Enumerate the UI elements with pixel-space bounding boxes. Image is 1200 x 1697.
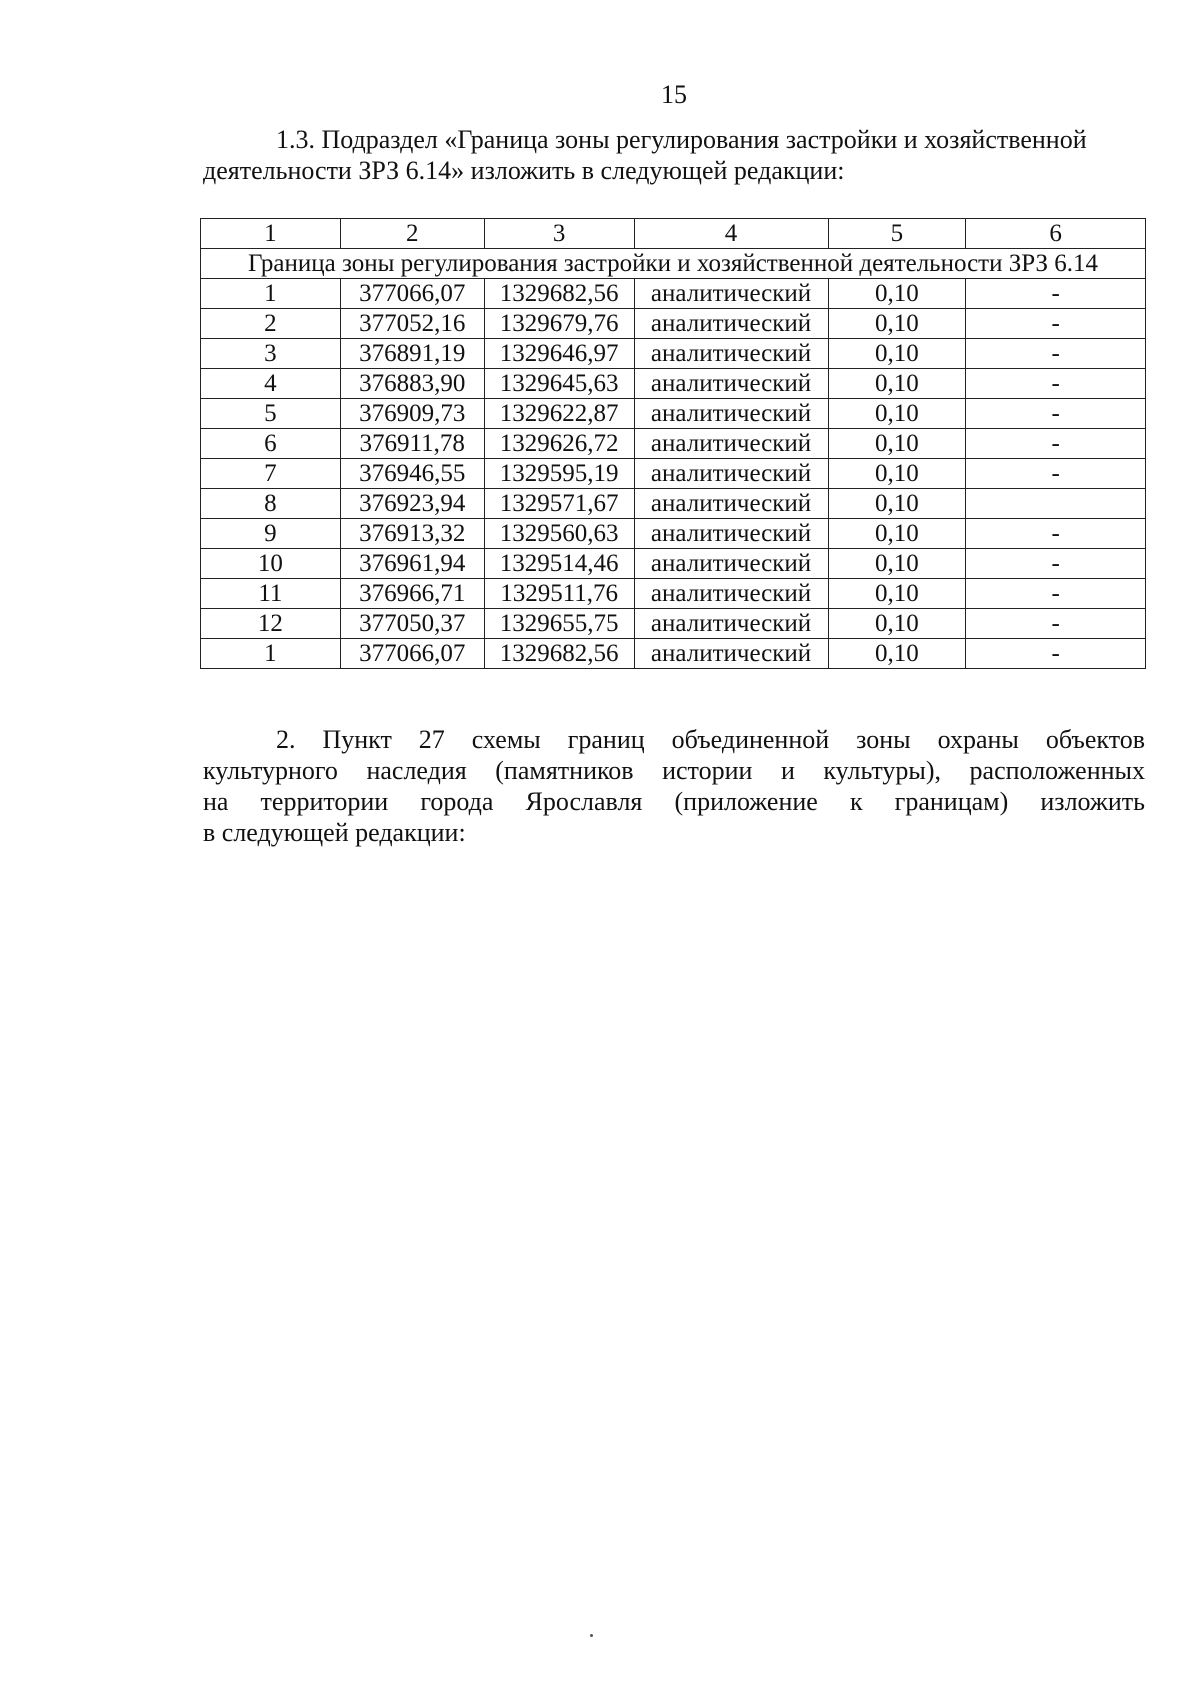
table-cell: - — [966, 339, 1146, 369]
table-cell: аналитический — [634, 639, 828, 669]
table-cell: 0,10 — [828, 459, 966, 489]
table-cell: 376911,78 — [340, 429, 484, 459]
outro-line-3: на территории города Ярославля (приложение к границам) изложить — [203, 787, 1145, 816]
table-row — [201, 399, 1146, 429]
table-cell: 2 — [201, 309, 341, 339]
table-cell: 1329655,75 — [484, 609, 634, 639]
table-cell: аналитический — [634, 279, 828, 309]
table-cell: - — [966, 579, 1146, 609]
table-cell: 8 — [201, 489, 341, 519]
table-cell: - — [966, 369, 1146, 399]
table-cell: 0,10 — [828, 309, 966, 339]
header-cell: 4 — [634, 219, 828, 249]
table-cell: 1329514,46 — [484, 549, 634, 579]
table-cell: 1329595,19 — [484, 459, 634, 489]
outro-paragraph — [203, 724, 1145, 848]
table-cell: - — [966, 639, 1146, 669]
table-row — [201, 579, 1146, 609]
table-cell: 0,10 — [828, 609, 966, 639]
table-cell: 0,10 — [828, 489, 966, 519]
table-row — [201, 309, 1146, 339]
table-cell: аналитический — [634, 549, 828, 579]
table-cell: аналитический — [634, 309, 828, 339]
header-cell: 5 — [828, 219, 966, 249]
table-cell: 0,10 — [828, 369, 966, 399]
table-cell: 376923,94 — [340, 489, 484, 519]
table-cell: 1329682,56 — [484, 279, 634, 309]
table-cell: 0,10 — [828, 339, 966, 369]
header-cell: 1 — [201, 219, 341, 249]
table-cell: 0,10 — [828, 279, 966, 309]
table-header-row — [201, 219, 1146, 249]
table-cell: 11 — [201, 579, 341, 609]
table-cell: 376961,94 — [340, 549, 484, 579]
table-cell: 10 — [201, 549, 341, 579]
table-row — [201, 639, 1146, 669]
table-cell: 377052,16 — [340, 309, 484, 339]
outro-line-4: в следующей редакции: — [203, 818, 466, 847]
table-cell: 377050,37 — [340, 609, 484, 639]
table-cell: 1329682,56 — [484, 639, 634, 669]
table-cell: 1329622,87 — [484, 399, 634, 429]
outro-line-2: культурного наследия (памятников истории и культуры), расположенных — [203, 756, 1145, 785]
table-row — [201, 429, 1146, 459]
table-cell: 376966,71 — [340, 579, 484, 609]
table-cell: 0,10 — [828, 519, 966, 549]
table-cell: аналитический — [634, 609, 828, 639]
table-row — [201, 549, 1146, 579]
table-cell: 1329511,76 — [484, 579, 634, 609]
table-row — [201, 279, 1146, 309]
table-cell: - — [966, 519, 1146, 549]
table-cell: 376913,32 — [340, 519, 484, 549]
header-cell: 6 — [966, 219, 1146, 249]
table-row — [201, 519, 1146, 549]
table-cell: 1329679,76 — [484, 309, 634, 339]
table-cell: - — [966, 609, 1146, 639]
table-cell: 4 — [201, 369, 341, 399]
table-cell: 1329645,63 — [484, 369, 634, 399]
table-cell: 1329626,72 — [484, 429, 634, 459]
table-cell: аналитический — [634, 369, 828, 399]
table-cell: - — [966, 459, 1146, 489]
table-cell: 12 — [201, 609, 341, 639]
table-cell: 376909,73 — [340, 399, 484, 429]
table-cell: 1329571,67 — [484, 489, 634, 519]
table-cell: 376946,55 — [340, 459, 484, 489]
table-cell: 0,10 — [828, 429, 966, 459]
table-cell: 1329560,63 — [484, 519, 634, 549]
table-cell: 1329646,97 — [484, 339, 634, 369]
table-cell: аналитический — [634, 399, 828, 429]
scan-speck — [590, 1634, 593, 1637]
table-cell: 1 — [201, 279, 341, 309]
table-title-row — [201, 249, 1146, 279]
table-cell: - — [966, 279, 1146, 309]
intro-paragraph — [203, 124, 1145, 186]
page-number: 15 — [661, 80, 687, 109]
table-cell: - — [966, 309, 1146, 339]
table-cell: 376883,90 — [340, 369, 484, 399]
table-row — [201, 489, 1146, 519]
header-cell: 2 — [340, 219, 484, 249]
intro-line-2: деятельности ЗРЗ 6.14» изложить в следующей редакции: — [203, 156, 845, 185]
table-cell: 1 — [201, 639, 341, 669]
table-row — [201, 459, 1146, 489]
table-cell: - — [966, 429, 1146, 459]
table-cell: 7 — [201, 459, 341, 489]
table-cell: - — [966, 399, 1146, 429]
table-cell: аналитический — [634, 339, 828, 369]
table-cell: 9 — [201, 519, 341, 549]
table-cell: 377066,07 — [340, 639, 484, 669]
header-cell: 3 — [484, 219, 634, 249]
table-cell: аналитический — [634, 489, 828, 519]
table-cell: аналитический — [634, 459, 828, 489]
table-cell: 0,10 — [828, 579, 966, 609]
table-cell: 0,10 — [828, 549, 966, 579]
table-cell: 0,10 — [828, 639, 966, 669]
table-row — [201, 339, 1146, 369]
table-row — [201, 609, 1146, 639]
table-cell: - — [966, 549, 1146, 579]
table-cell: 6 — [201, 429, 341, 459]
table-cell: 5 — [201, 399, 341, 429]
table-cell: аналитический — [634, 429, 828, 459]
table-cell: аналитический — [634, 579, 828, 609]
outro-line-1: 2. Пункт 27 схемы границ объединенной зоны охраны объектов — [276, 725, 1145, 754]
table-cell: 3 — [201, 339, 341, 369]
coordinates-table — [200, 218, 1146, 669]
table-cell: аналитический — [634, 519, 828, 549]
intro-line-1: 1.3. Подраздел «Граница зоны регулирования застройки и хозяйственной — [276, 125, 1087, 154]
table-cell: 0,10 — [828, 399, 966, 429]
table-title: Граница зоны регулирования застройки и хозяйственной деятельности ЗРЗ 6.14 — [201, 249, 1146, 279]
table-cell: 377066,07 — [340, 279, 484, 309]
table-cell — [966, 489, 1146, 519]
table-row — [201, 369, 1146, 399]
table-cell: 376891,19 — [340, 339, 484, 369]
